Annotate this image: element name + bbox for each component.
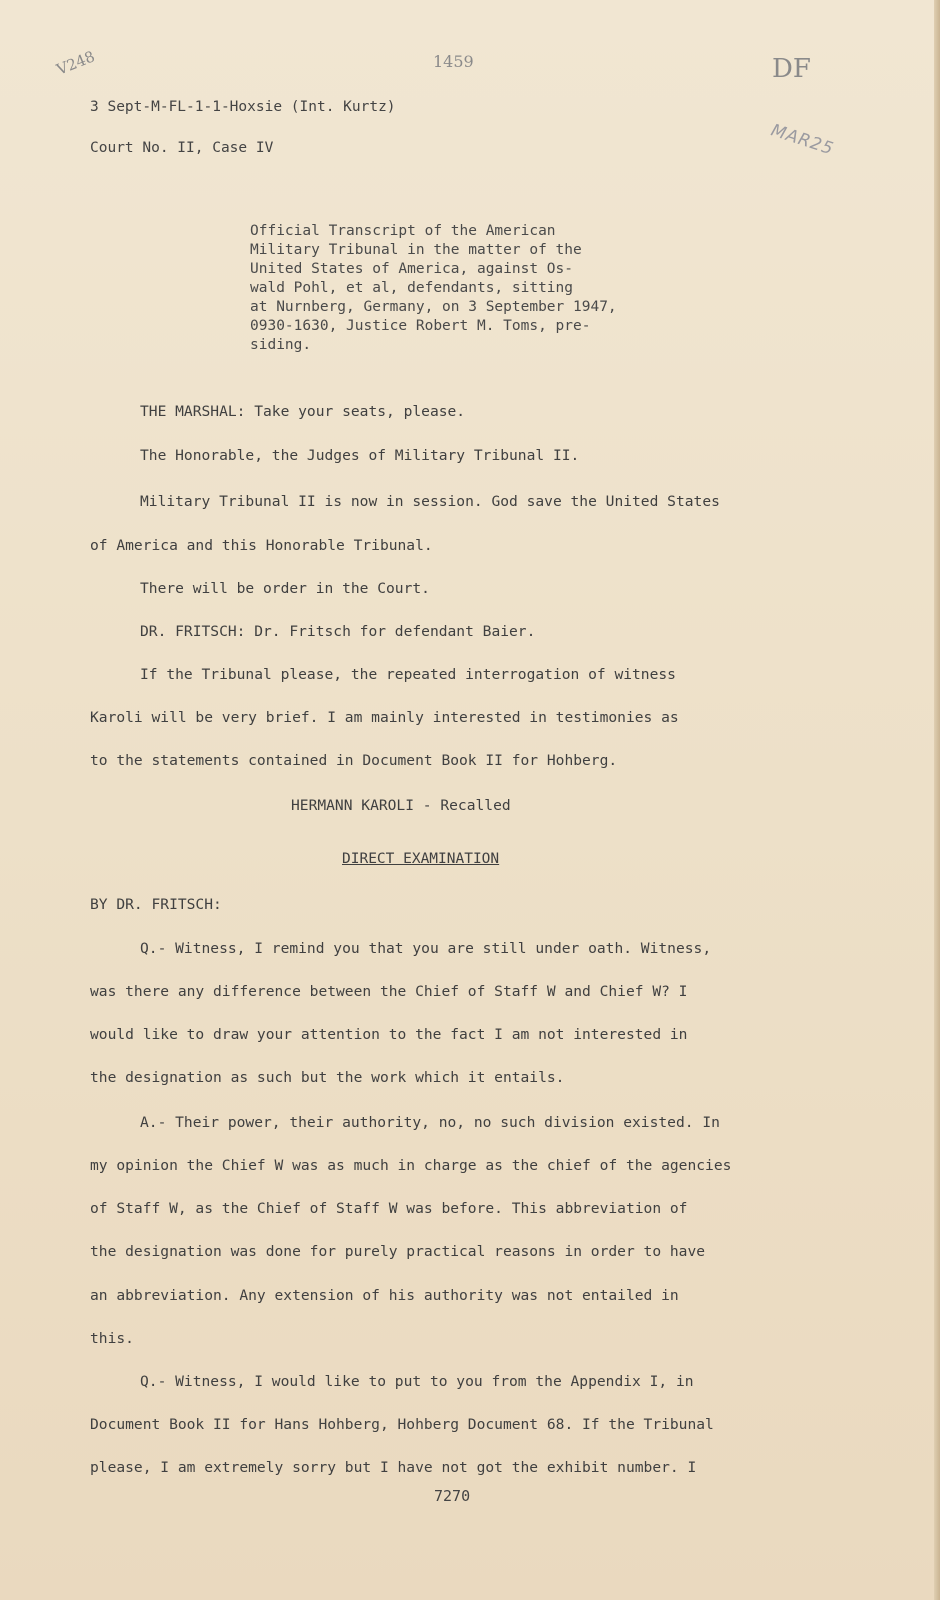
handwritten-note-top-left: V248	[54, 47, 98, 79]
text-line: was there any difference between the Chief of Staff W and Chief W? I	[90, 983, 688, 1000]
text-line: THE MARSHAL: Take your seats, please.	[140, 403, 466, 420]
handwritten-note-top-right: DF	[772, 54, 811, 84]
examiner-line: BY DR. FRITSCH:	[90, 896, 222, 913]
handwritten-page-number: 1459	[433, 52, 474, 71]
text-line: A.- Their power, their authority, no, no such division existed. In	[140, 1114, 720, 1131]
intro-line: United States of America, against Os-	[250, 261, 574, 277]
text-line: If the Tribunal please, the repeated interrogation of witness	[140, 666, 676, 683]
text-line: this.	[90, 1330, 134, 1347]
witness-recalled: HERMANN KAROLI - Recalled	[291, 797, 511, 814]
text-line: Military Tribunal II is now in session. God save the United States	[140, 493, 720, 510]
text-line: an abbreviation. Any extension of his authority was not entailed in	[90, 1287, 679, 1304]
text-line: DR. FRITSCH: Dr. Fritsch for defendant Baier.	[140, 623, 536, 640]
text-line: the designation was done for purely practical reasons in order to have	[90, 1243, 706, 1260]
transcript-intro	[250, 222, 690, 355]
text-line: my opinion the Chief W was as much in charge as the chief of the agencies	[90, 1157, 732, 1174]
text-line: of America and this Honorable Tribunal.	[90, 537, 433, 554]
intro-line: siding.	[250, 337, 312, 353]
text-line: Document Book II for Hans Hohberg, Hohberg Document 68. If the Tribunal	[90, 1416, 714, 1433]
text-line: The Honorable, the Judges of Military Tribunal II.	[140, 447, 580, 464]
intro-line: wald Pohl, et al, defendants, sitting	[250, 280, 574, 296]
text-line: There will be order in the Court.	[140, 580, 430, 597]
text-line: the designation as such but the work which it entails.	[90, 1069, 565, 1086]
date-stamp: MAR25	[768, 120, 837, 160]
header-court: Court No. II, Case IV	[90, 140, 274, 156]
intro-line: at Nurnberg, Germany, on 3 September 1947,	[250, 299, 617, 315]
intro-line: Official Transcript of the American	[250, 223, 556, 239]
text-line: Karoli will be very brief. I am mainly interested in testimonies as	[90, 709, 679, 726]
text-line: Q.- Witness, I would like to put to you from the Appendix I, in	[140, 1373, 694, 1390]
header-reference: 3 Sept-M-FL-1-1-Hoxsie (Int. Kurtz)	[90, 99, 396, 115]
text-line: would like to draw your attention to the fact I am not interested in	[90, 1026, 688, 1043]
intro-line: Military Tribunal in the matter of the	[250, 242, 582, 258]
text-line: please, I am extremely sorry but I have not got the exhibit number. I	[90, 1459, 697, 1476]
section-title: DIRECT EXAMINATION	[342, 851, 500, 867]
text-line: to the statements contained in Document Book II for Hohberg.	[90, 752, 618, 769]
text-line: Q.- Witness, I remind you that you are still under oath. Witness,	[140, 940, 712, 957]
intro-line: 0930-1630, Justice Robert M. Toms, pre-	[250, 318, 591, 334]
page-edge	[934, 0, 940, 1600]
text-line: of Staff W, as the Chief of Staff W was before. This abbreviation of	[90, 1200, 688, 1217]
page-number: 7270	[434, 1487, 471, 1505]
